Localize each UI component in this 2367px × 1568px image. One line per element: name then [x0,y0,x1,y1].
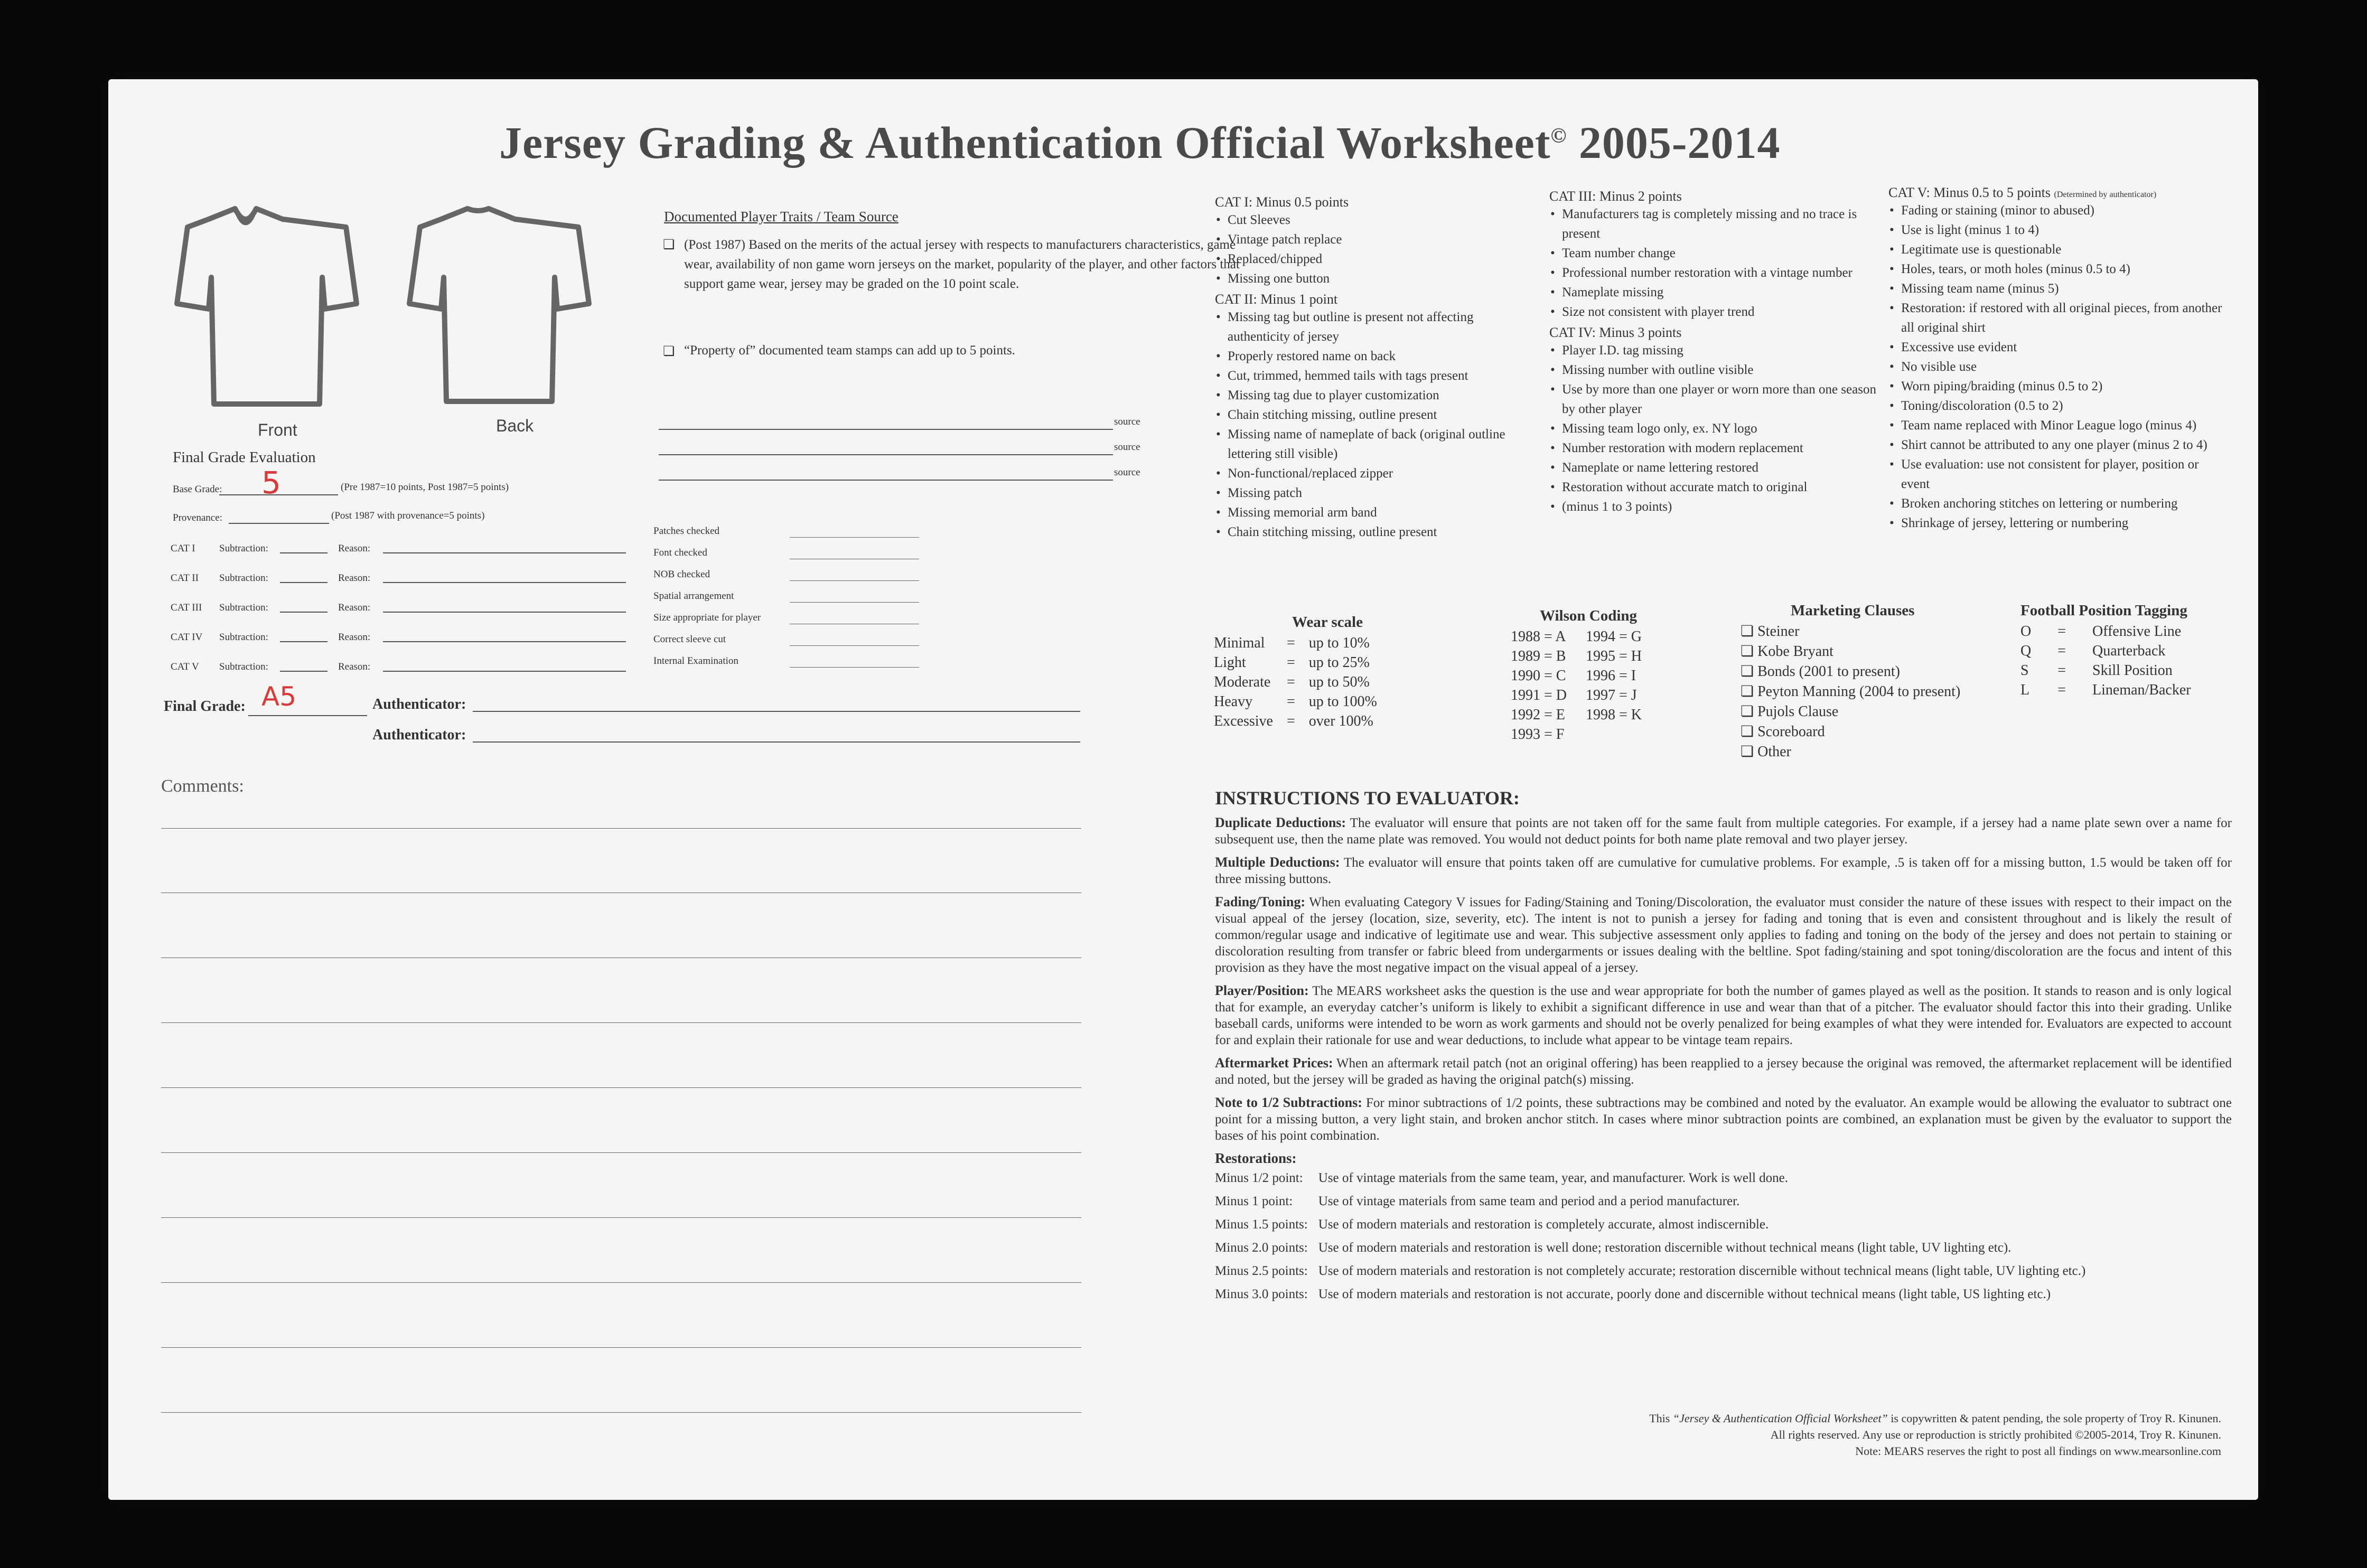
check-label: Internal Examination [653,655,738,666]
wilson-code: 1995 = H [1586,648,1642,664]
wilson-code: 1991 = D [1511,687,1567,703]
cat1-item: • Cut Sleeves [1215,210,1532,230]
instruction-text: When an aftermark retail patch (not an original offering) has been reapplied to a jersey because the original was removed, the aftermarket replacement will be identified and noted, but the jersey will be graded as having the original patch(s) missing. [1215,1056,2232,1087]
wear-eq: = [1286,713,1295,729]
cat-label: CAT II [171,572,199,584]
traits-heading: Documented Player Traits / Team Source [664,209,899,224]
wilson-row [1511,666,1661,686]
cat5-item: • Team name replaced with Minor League logo (minus 4) [1888,416,2226,435]
instructions-heading: INSTRUCTIONS TO EVALUATOR: [1215,787,1520,809]
check-field[interactable] [790,667,919,668]
reason-field[interactable] [383,612,626,613]
base-grade-label: Base Grade: [173,484,222,495]
position-eq: = [2057,662,2066,679]
check-label: Correct sleeve cut [653,634,726,645]
wilson-row [1511,646,1661,666]
cat1-item: • Vintage patch replace [1215,230,1532,249]
instruction-text: When evaluating Category V issues for Fading/Staining and Toning/Discoloration, the evaluator must consider the nature of these issues with respect to their impact on the visual appeal of the jersey (location, size, severity, etc). The intent is not to punish a jersey for fading and toning that is even and consistent throughout and is likely the result of common/regular usage and indicative of legitimate use and wear. This subjective assessment only applies to fading and toning on the body of the jersey and does not pertain to staining or discoloration resulting from transfer or fabric bleed from undergarments or issues dealing with the beltline. Spot fading/staining and spot toning/discoloration are the focus and intent of this provision as they have the most negative impact on the visual appeal of a jersey. [1215,895,2232,975]
wear-eq: = [1286,635,1295,651]
cat1-item: • Replaced/chipped [1215,249,1532,269]
check-label: Size appropriate for player [653,612,761,623]
cat2-item: • Non-functional/replaced zipper [1215,464,1532,483]
position-code: O [2020,623,2032,640]
comment-line[interactable] [161,1347,1081,1348]
base-grade-note: (Pre 1987=10 points, Post 1987=5 points) [341,482,509,493]
subtraction-field[interactable] [280,552,328,553]
instruction-text: The MEARS worksheet asks the question is the use and wear appropriate for both the number of games played as well as the position. It stands to reason and is only logical that for example, an everyday catcher’s uniform is likely to exhibit a significant difference in use and wear than that of a pitcher. The evaluator should factor this into their grading. Unlike baseball cards, uniforms were intended to be worn as work garments and should not be overly penalized for being examples of what they were intended for. Evaluators are expected to account for and explain their rationale for use and wear deductions, to include what appear to be vintage team repairs. [1215,984,2232,1047]
cat2-item: • Chain stitching missing, outline present [1215,522,1532,542]
check-row [653,547,949,569]
cat2-item: • Missing patch [1215,483,1532,503]
instruction-text: For minor subtractions of 1/2 points, these subtractions may be combined and noted by the evaluator. An example would be allowing the evaluator to subtract one point for a missing button, a very light stain, and broken anchor stitch. In cases where minor subtraction points are combined, an explanation must be given by the evaluator to support the bases of his point combination. [1215,1096,2232,1143]
wear-row [1214,711,1391,731]
wilson-code: 1994 = G [1586,628,1642,645]
marketing-item-label: Scoreboard [1757,724,1825,740]
wear-row [1214,672,1391,692]
cat5-item: • Use is light (minus 1 to 4) [1888,220,2226,240]
authenticator-field[interactable] [473,741,1080,743]
cat4-item: • Missing team logo only, ex. NY logo [1549,419,1877,438]
cat5-item: • Missing team name (minus 5) [1888,279,2226,298]
wear-level: Excessive [1214,713,1273,729]
worksheet-title [499,116,1781,169]
restoration-desc: Use of modern materials and restoration is completely accurate, almost indiscernible. [1318,1217,1769,1232]
cat5-heading: CAT V: Minus 0.5 to 5 points [1888,185,2051,200]
traits-item-2 [663,343,1244,358]
instructions-section [1215,787,2232,1306]
wilson-code: 1998 = K [1586,707,1642,723]
checkbox-icon[interactable]: ❏ [1741,643,1754,660]
wear-row [1214,653,1391,672]
reason-label: Reason: [338,661,371,672]
wilson-heading: Wilson Coding [1540,607,1638,624]
comment-line[interactable] [161,1217,1081,1218]
wilson-code: 1993 = F [1511,726,1565,743]
check-label: NOB checked [653,569,710,580]
restoration-row [1215,1190,2096,1213]
restoration-points: Minus 1 point: [1215,1194,1293,1208]
instruction-title: Duplicate Deductions: [1215,815,1346,830]
position-code: L [2020,682,2030,698]
worksheet-paper [108,79,2258,1500]
reason-label: Reason: [338,632,371,643]
jersey-outlines [166,198,404,407]
marketing-item[interactable] [1741,722,1960,742]
restoration-points: Minus 2.0 points: [1215,1241,1308,1255]
cat3-item: • Size not consistent with player trend [1549,302,1877,322]
final-grade-field[interactable] [248,715,367,716]
cat1-heading: CAT I: Minus 0.5 points [1215,194,1349,210]
comment-line[interactable] [161,1022,1081,1023]
wear-row [1214,692,1391,711]
subtraction-label: Subtraction: [219,661,268,672]
source-label: source [1114,467,1140,478]
check-row [653,525,949,547]
cat-label: CAT V [171,661,199,672]
cat5-heading-note: (Determined by authenticator) [2054,190,2157,199]
reason-label: Reason: [338,543,371,554]
check-label: Spatial arrangement [653,590,734,602]
checkbox-icon[interactable]: ❏ [1741,724,1754,740]
checkbox-icon[interactable]: ❏ [1741,683,1754,700]
subtraction-field[interactable] [280,641,328,642]
cat5-item: • Broken anchoring stitches on lettering or numbering [1888,494,2226,513]
marketing-item[interactable] [1741,682,1960,702]
cat1-item: • Missing one button [1215,269,1532,288]
marketing-item[interactable] [1741,642,1960,662]
reason-label: Reason: [338,572,371,584]
check-label: Patches checked [653,525,720,537]
wear-row [1214,633,1391,653]
restoration-desc: Use of vintage materials from the same team, year, and manufacturer. Work is well done. [1318,1171,1789,1185]
wear-scale [1214,614,1391,731]
reason-label: Reason: [338,602,371,613]
cat2-item: • Missing tag but outline is present not affecting authenticity of jersey [1215,307,1532,346]
position-eq: = [2057,682,2066,698]
check-label: Font checked [653,547,707,558]
instruction-paragraph [1215,894,2232,976]
traits-item-1-text: (Post 1987) Based on the merits of the actual jersey with respects to manufacturers characteristics, game wear, availability of non game worn jerseys on the market, popularity of the player, and other factors that support game wear, jersey may be graded on the 10 point scale. [684,238,1240,291]
cat5-item: • No visible use [1888,357,2226,377]
subtraction-field[interactable] [280,612,328,613]
cat4-item: • Nameplate or name lettering restored [1549,458,1877,477]
cat4-item: • Number restoration with modern replacement [1549,438,1877,458]
restoration-desc: Use of modern materials and restoration is not accurate, poorly done and discernible without technical means (light table, US lighting etc.) [1318,1287,2051,1301]
cat4-item: • (minus 1 to 3 points) [1549,497,1877,517]
wear-eq: = [1286,693,1295,710]
cat5-item: • Worn piping/braiding (minus 0.5 to 2) [1888,377,2226,396]
provenance-field[interactable] [229,523,329,524]
copyright-mark: © [1550,123,1567,147]
cat-label: CAT I [171,543,195,554]
check-field[interactable] [790,645,919,646]
restoration-row [1215,1283,2096,1306]
restoration-row [1215,1213,2096,1236]
restoration-desc: Use of modern materials and restoration is not completely accurate; restoration discernible without technical means (light table, UV lighting etc.) [1318,1264,2086,1278]
subtraction-label: Subtraction: [219,632,268,643]
wear-value: up to 25% [1308,654,1370,671]
wear-value: over 100% [1308,713,1373,729]
cat3-item: • Manufacturers tag is completely missing and no trace is present [1549,204,1877,243]
provenance-label: Provenance: [173,512,222,523]
footer-italic: “Jersey & Authentication Official Worksheet” [1672,1412,1888,1425]
check-row [653,634,949,655]
instruction-paragraph [1215,1055,2232,1088]
cat2-heading: CAT II: Minus 1 point [1215,292,1338,307]
football-heading: Football Position Tagging [2020,602,2187,619]
wilson-row [1511,627,1661,646]
wear-eq: = [1286,654,1295,671]
comment-line[interactable] [161,1412,1081,1413]
instruction-text: The evaluator will ensure that points are not taken off for the same fault from multiple categories. For example, if a jersey had a name plate sewn over a name for subsequent use, then the name plate was removed. You would not deduct points for both name plate removal and two player jersey. [1215,816,2232,847]
cat5-item: • Holes, tears, or moth holes (minus 0.5 to 4) [1888,259,2226,279]
comment-line[interactable] [161,828,1081,829]
back-label: Back [496,416,534,435]
checkbox-icon[interactable]: ❏ [1741,623,1754,640]
cat5-item: • Excessive use evident [1888,337,2226,357]
wear-level: Light [1214,654,1246,671]
cat-label: CAT IV [171,632,203,643]
position-code: S [2020,662,2029,679]
check-row [653,655,949,677]
instruction-paragraph [1215,814,2232,848]
cat4-item: • Missing number with outline visible [1549,360,1877,380]
cat4-heading: CAT IV: Minus 3 points [1549,325,1682,340]
checkbox-icon[interactable]: ❏ [663,238,675,252]
source-label: source [1114,416,1140,427]
marketing-item-label: Peyton Manning (2004 to present) [1757,683,1961,700]
cat3-section [1549,189,1877,517]
check-field[interactable] [790,602,919,603]
marketing-item[interactable] [1741,702,1960,722]
cat2-item: • Missing tag due to player customization [1215,386,1532,405]
restoration-points: Minus 1/2 point: [1215,1171,1303,1185]
wilson-row [1511,705,1661,725]
cat4-item: • Use by more than one player or worn more than one season by other player [1549,380,1877,419]
title-years: 2005-2014 [1578,117,1781,168]
instruction-title: Aftermarket Prices: [1215,1055,1333,1071]
wear-level: Heavy [1214,693,1253,710]
marketing-item[interactable] [1741,662,1960,682]
position-eq: = [2057,623,2066,640]
instruction-title: Multiple Deductions: [1215,855,1340,870]
checks-list [653,525,949,677]
reason-field[interactable] [383,552,626,553]
cat5-section [1888,185,2226,533]
comment-line[interactable] [161,1282,1081,1283]
cat4-item: • Player I.D. tag missing [1549,341,1877,360]
instruction-paragraph [1215,982,2232,1048]
instruction-paragraph [1215,1094,2232,1144]
authenticator-field[interactable] [473,711,1080,712]
comments-label: Comments: [161,776,244,796]
cat5-item: • Legitimate use is questionable [1888,240,2226,259]
cat3-heading: CAT III: Minus 2 points [1549,189,1682,204]
check-row [653,590,949,612]
front-jersey-shape [177,209,357,404]
cat5-item: • Toning/discoloration (0.5 to 2) [1888,396,2226,416]
reason-field[interactable] [383,671,626,672]
cat3-item: • Team number change [1549,243,1877,263]
instruction-title: Note to 1/2 Subtractions: [1215,1095,1362,1110]
cat2-item: • Properly restored name on back [1215,346,1532,366]
position-name: Offensive Line [2092,623,2182,640]
source-line[interactable] [659,429,1113,430]
marketing-item[interactable] [1741,742,1960,762]
restoration-row [1215,1260,2096,1283]
check-row [653,612,949,634]
checkbox-icon[interactable]: ❏ [1741,744,1754,760]
wear-value: up to 100% [1308,693,1377,710]
restoration-points: Minus 3.0 points: [1215,1287,1308,1301]
subtraction-label: Subtraction: [219,602,268,613]
wear-value: up to 10% [1308,635,1370,651]
marketing-item-label: Bonds (2001 to present) [1757,663,1900,680]
wilson-coding [1511,607,1661,744]
cat-label: CAT III [171,602,202,613]
football-position-tagging [2020,602,2218,700]
footer-line-1 [1649,1410,2221,1426]
cat2-item: • Missing memorial arm band [1215,503,1532,522]
cat5-item: • Shirt cannot be attributed to any one player (minus 2 to 4) [1888,435,2226,455]
marketing-item-label: Kobe Bryant [1757,643,1833,660]
subtraction-label: Subtraction: [219,572,268,584]
instruction-title: Fading/Toning: [1215,894,1306,909]
subtraction-field[interactable] [280,582,328,583]
football-row [2020,680,2218,700]
check-row [653,569,949,590]
restoration-points: Minus 1.5 points: [1215,1217,1308,1232]
footer-text: This [1649,1412,1673,1425]
position-name: Skill Position [2092,662,2173,679]
position-code: Q [2020,643,2032,659]
restoration-row [1215,1167,2096,1190]
subtraction-field[interactable] [280,671,328,672]
wilson-code: 1992 = E [1511,707,1565,723]
wilson-code [1586,725,1661,744]
restoration-desc: Use of vintage materials from same team and period and a period manufacturer. [1318,1194,1740,1208]
cat5-item: • Shrinkage of jersey, lettering or numbering [1888,513,2226,533]
cat3-item: • Nameplate missing [1549,283,1877,302]
cat2-item: • Missing name of nameplate of back (original outline lettering still visible) [1215,425,1532,464]
authenticator-label: Authenticator: [372,696,466,712]
marketing-item-label: Other [1757,744,1791,760]
comment-line[interactable] [161,957,1081,958]
instruction-text: The evaluator will ensure that points taken off are cumulative for cumulative problems. For example, .5 is taken off for a missing button, 1.5 would be taken off for three missing buttons. [1215,856,2232,886]
source-line[interactable] [659,480,1113,481]
position-eq: = [2057,643,2066,659]
restorations-table [1215,1167,2096,1306]
wear-level: Moderate [1214,674,1271,690]
check-field[interactable] [790,580,919,581]
reason-field[interactable] [383,582,626,583]
cat2-item: • Chain stitching missing, outline present [1215,405,1532,425]
footer-line-2: All rights reserved. Any use or reproduction is strictly prohibited ©2005-2014, Troy R. Kinunen. [1770,1428,2221,1441]
position-name: Quarterback [2092,643,2166,659]
wilson-code: 1997 = J [1586,687,1637,703]
instruction-paragraph [1215,854,2232,887]
footer-line-3: Note: MEARS reserves the right to post all findings on www.mearsonline.com [1855,1444,2221,1458]
title-main: Jersey Grading & Authentication Official Worksheet [499,117,1551,168]
wilson-row [1511,725,1661,744]
cat5-item: • Fading or staining (minor to abused) [1888,201,2226,220]
wear-eq: = [1286,674,1295,690]
wilson-code: 1990 = C [1511,668,1566,684]
position-name: Lineman/Backer [2092,682,2191,698]
checkbox-icon[interactable]: ❏ [1741,703,1754,720]
marketing-item-label: Pujols Clause [1757,703,1839,720]
comment-line[interactable] [161,1152,1081,1153]
wilson-code: 1996 = I [1586,668,1636,684]
restorations-heading: Restorations: [1215,1150,1297,1166]
restoration-row [1215,1236,2096,1260]
source-label: source [1114,442,1140,453]
wear-level: Minimal [1214,635,1265,651]
football-row [2020,661,2218,680]
marketing-item[interactable] [1741,622,1960,642]
restoration-points: Minus 2.5 points: [1215,1264,1308,1278]
provenance-note: (Post 1987 with provenance=5 points) [331,510,485,521]
final-grade-value: A5 [261,681,297,712]
football-row [2020,641,2218,661]
wear-scale-heading: Wear scale [1292,614,1363,631]
cat5-item: • Use evaluation: use not consistent for player, position or event [1888,455,2226,494]
comment-line[interactable] [161,1087,1081,1088]
marketing-item-label: Steiner [1757,623,1800,640]
subtraction-label: Subtraction: [219,543,268,554]
cat4-item: • Restoration without accurate match to original [1549,477,1877,497]
wear-value: up to 50% [1308,674,1370,690]
football-row [2020,622,2218,641]
wilson-code: 1989 = B [1511,648,1566,664]
wilson-code: 1988 = A [1511,628,1566,645]
cat5-item: • Restoration: if restored with all original pieces, from another all original shirt [1888,298,2226,337]
footer-text: is copywritten & patent pending, the sole property of Troy R. Kinunen. [1887,1412,2221,1425]
marketing-heading: Marketing Clauses [1791,602,1915,619]
instruction-title: Player/Position: [1215,983,1309,998]
traits-item-2-text: “Property of” documented team stamps can add up to 5 points. [684,343,1015,358]
cat2-item: • Cut, trimmed, hemmed tails with tags present [1215,366,1532,386]
source-line[interactable] [659,454,1113,455]
wilson-row [1511,686,1661,705]
final-grade-label: Final Grade: [164,698,246,715]
cat3-item: • Professional number restoration with a vintage number [1549,263,1877,283]
restoration-desc: Use of modern materials and restoration is well done; restoration discernible without technical means (light table, UV lighting etc). [1318,1241,2012,1255]
final-grade-heading: Final Grade Evaluation [173,449,316,466]
checkbox-icon[interactable]: ❏ [663,344,675,359]
base-grade-value: 5 [261,465,281,501]
cat1-section [1215,194,1532,542]
marketing-clauses [1741,602,1960,762]
front-label: Front [258,420,297,439]
back-jersey-outline [399,198,637,407]
traits-item-1 [663,235,1244,294]
copyright-footer [1649,1410,2221,1459]
reason-field[interactable] [383,641,626,642]
checkbox-icon[interactable]: ❏ [1741,663,1754,680]
check-field[interactable] [790,537,919,538]
authenticator-label: Authenticator: [372,727,466,743]
